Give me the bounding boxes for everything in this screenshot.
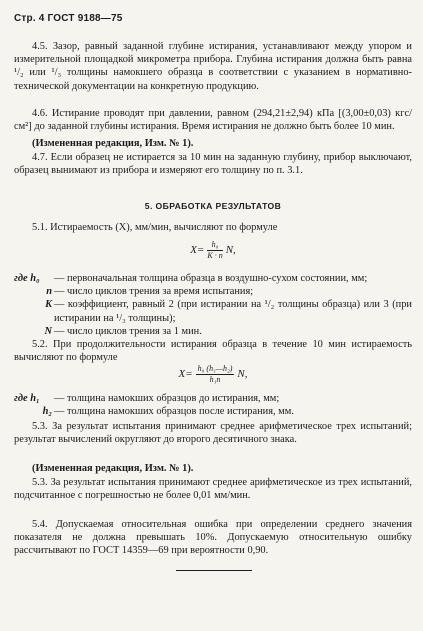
definition-symbol: h₂ <box>42 406 52 418</box>
paragraph-4-5: 4.5. Зазор, равный заданной глубине истирания, устанавливают между упором и измерительной площадкой микрометра прибора. Глубина истирания должна быть равна ¹/₂ или ¹/₃ толщины намокшего образца в соответствии с указанием в нормативно-технической документации на конкретную продукцию. <box>14 41 412 92</box>
definition-symbol: N <box>44 325 52 337</box>
formula-1 <box>14 240 412 268</box>
paragraph-4-6: 4.6. Истирание проводят при давлении, равном (294,21±2,94) кПа [(3,00±0,03) кгс/см²] до заданной глубины истирания. Время истирания не должно быть более 10 мин. <box>14 108 412 133</box>
paragraph-5-4: 5.4. Допускаемая относительная ошибка при определении среднего значения показателя не должна превышать 10%. Допускаемую относительную ошибку рассчитывают по ГОСТ 14359—69 при вероятности 0,90. <box>14 519 412 557</box>
definitions-1 <box>14 272 412 338</box>
paragraph-5-3-b: 5.3. За результат испытания принимают среднее арифметическое из трех испытаний, подсчитанное с погрешностью не более 0,01 мм/мин. <box>14 477 412 502</box>
formula-2-rhs: N, <box>237 367 248 380</box>
paragraph-4-7: 4.7. Если образец не истирается за 10 мин на заданную глубину, прибор выключают, образец вынимают из прибора и измеряют его толщину по п. 3.1. <box>14 152 412 177</box>
formula-2-denominator: h₁n <box>209 375 221 384</box>
formula-1-fraction <box>207 240 222 261</box>
formula-2-lhs: X= <box>178 367 193 380</box>
definition-symbol: n <box>46 286 52 298</box>
definition-symbol: K <box>45 299 52 311</box>
definitions-2 <box>14 392 412 418</box>
formula-2-numerator: h₀ (h₁—h₂) <box>197 364 233 373</box>
section-heading: 5. ОБРАБОТКА РЕЗУЛЬТАТОВ <box>144 201 282 211</box>
formula-2 <box>14 364 412 392</box>
definition-row <box>14 405 412 418</box>
definition-text: — первоначальная толщина образца в воздушно-сухом состоянии, мм; <box>54 273 368 284</box>
definition-text: — число циклов трения за время испытания; <box>54 286 254 298</box>
definition-symbol: где h₁ <box>14 393 40 404</box>
page-header: Стр. 4 ГОСТ 9188—75 <box>14 13 123 24</box>
formula-1-rhs: N, <box>225 243 236 256</box>
definition-row <box>14 298 412 324</box>
definition-text: — коэффициент, равный 2 (при истирании на ¹/₂ толщины образца) или 3 (при истирании на ¹/₃ толщины); <box>54 299 412 324</box>
amendment-note: (Измененная редакция, Изм. № 1). <box>32 463 194 474</box>
definition-text: — толщина намокших образцов до истирания, мм; <box>54 393 280 404</box>
definition-row <box>14 285 412 298</box>
amendment-note: (Измененная редакция, Изм. № 1). <box>32 138 194 149</box>
definition-row <box>14 392 412 405</box>
formula-1-denominator: K · n <box>207 251 223 260</box>
formula-1-numerator: h₀ <box>207 240 222 251</box>
definition-row <box>14 272 412 285</box>
paragraph-5-2: 5.2. При продолжительности истирания образца в течение 10 мин истираемость вычисляют по формуле <box>14 339 412 364</box>
formula-2-fraction <box>196 364 235 385</box>
end-rule <box>176 570 252 571</box>
formula-1-lhs: X= <box>190 243 205 256</box>
definition-text: — число циклов трения за 1 мин. <box>54 325 202 337</box>
paragraph-5-1: 5.1. Истираемость (X), мм/мин, вычисляют по формуле <box>32 222 278 233</box>
definition-symbol: где h₀ <box>14 273 40 284</box>
paragraph-5-3: 5.3. За результат испытания принимают среднее арифметическое трех испытаний; результат вычислений округляют до второго десятичного знака. <box>14 421 412 446</box>
definition-text: — толщина намокших образцов после истирания, мм. <box>54 406 294 418</box>
definition-row <box>14 325 412 338</box>
